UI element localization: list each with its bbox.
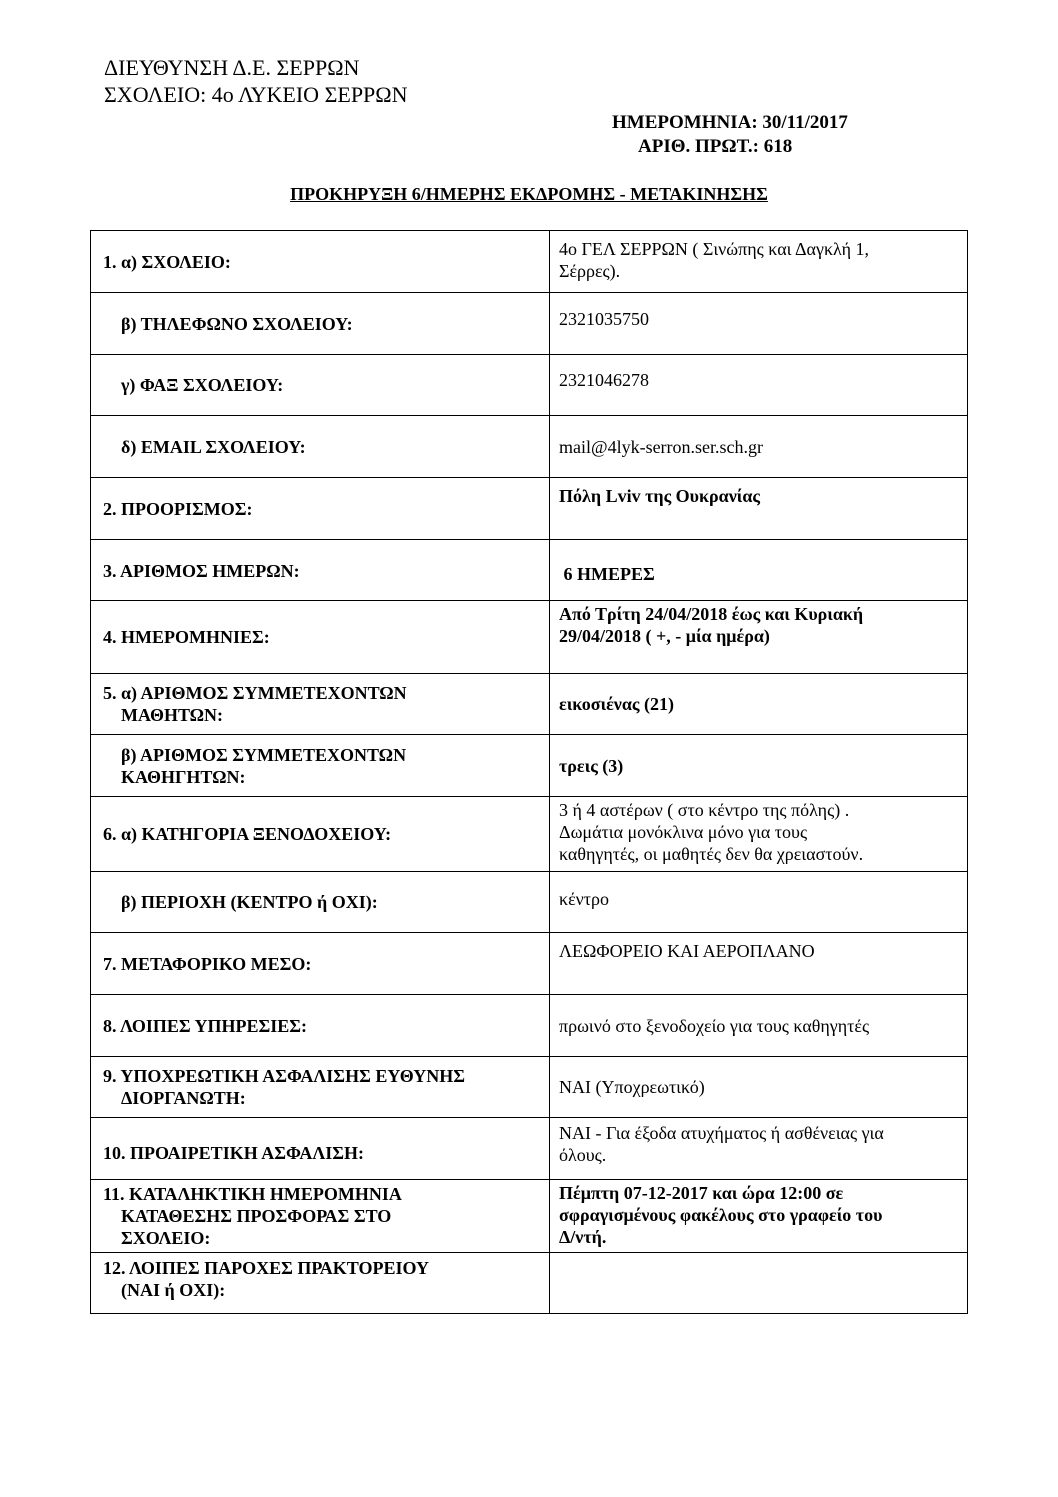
label-line: β) ΑΡΙΘΜΟΣ ΣΥΜΜΕΤΕΧΟΝΤΩΝ [121,744,407,765]
label-line: ΚΑΘΗΓΗΤΩΝ: [121,766,246,787]
label-line: 6. α) ΚΑΤΗΓΟΡΙΑ ΞΕΝΟΔΟΧΕΙΟΥ: [103,824,392,844]
document-date: ΗΜΕΡΟΜΗΝΙΑ: 30/11/2017 [612,112,848,133]
value-line: 2321035750 [559,308,649,329]
table-row [91,995,968,1057]
school-heading: ΣΧΟΛΕΙΟ: 4ο ΛΥΚΕΙΟ ΣΕΡΡΩΝ [104,82,408,107]
row-label [91,478,550,540]
value-line: καθηγητές, οι μαθητές δεν θα χρειαστούν. [559,844,864,864]
row-value [550,540,968,601]
row-value [550,1118,968,1180]
protocol-number: ΑΡΙΘ. ΠΡΩΤ.: 618 [638,136,793,157]
row-label [91,293,550,355]
table-row [91,1253,968,1314]
label-line: γ) ΦΑΞ ΣΧΟΛΕΙΟΥ: [121,375,284,395]
row-value [550,995,968,1057]
label-line: (ΝΑΙ ή ΟΧΙ): [121,1280,226,1300]
table-row [91,540,968,601]
table-row [91,797,968,872]
row-value [550,1180,968,1253]
table-row [91,416,968,478]
label-line: ΔΙΟΡΓΑΝΩΤΗ: [121,1088,246,1108]
label-line: 2. ΠΡΟΟΡΙΣΜΟΣ: [103,498,253,519]
row-label [91,1118,550,1180]
label-line: β) ΤΗΛΕΦΩΝΟ ΣΧΟΛΕΙΟΥ: [121,313,353,334]
label-line: 11. ΚΑΤΑΛΗΚΤΙΚΗ ΗΜΕΡΟΜΗΝΙΑ [103,1184,402,1204]
row-value [550,1253,968,1314]
label-line: 3. ΑΡΙΘΜΟΣ ΗΜΕΡΩΝ: [103,561,300,581]
label-line: 5. α) ΑΡΙΘΜΟΣ ΣΥΜΜΕΤΕΧΟΝΤΩΝ [103,683,407,703]
label-line: δ) EMAIL ΣΧΟΛΕΙΟΥ: [121,436,306,457]
value-line: Πέμπτη 07-12-2017 και ώρα 12:00 σε [559,1183,844,1203]
value-line: Δ/ντή. [559,1227,607,1247]
table-row [91,355,968,416]
table-row [91,1057,968,1118]
label-line: 4. ΗΜΕΡΟΜΗΝΙΕΣ: [103,627,270,647]
label-line: ΜΑΘΗΤΩΝ: [121,705,224,725]
table-row [91,1180,968,1253]
row-label [91,797,550,872]
row-value [550,416,968,478]
row-value [550,293,968,355]
value-line: σφραγισμένους φακέλους στο γραφείο του [559,1205,883,1225]
value-line: mail@4lyk-serron.ser.sch.gr [559,436,764,457]
row-value [550,933,968,995]
value-line: τρεις (3) [559,755,624,776]
table-row [91,933,968,995]
table-row [91,231,968,293]
value-line: κέντρο [559,889,609,909]
label-line: β) ΠΕΡΙΟΧΗ (ΚΕΝΤΡΟ ή ΟΧΙ): [121,892,378,912]
value-line: 6 ΗΜΕΡΕΣ [559,564,655,584]
value-line: πρωινό στο ξενοδοχείο για τους καθηγητές [559,1015,870,1036]
row-label [91,872,550,933]
row-value [550,797,968,872]
row-label [91,1057,550,1118]
value-line: Από Τρίτη 24/04/2018 έως και Κυριακή [559,604,864,624]
row-label [91,601,550,674]
value-line: Δωμάτια μονόκλινα μόνο για τους [559,822,808,842]
row-label [91,540,550,601]
value-line: Σέρρες). [559,261,621,281]
value-line: όλους. [559,1145,607,1165]
row-label [91,231,550,293]
label-line: 9. ΥΠΟΧΡΕΩΤΙΚΗ ΑΣΦΑΛΙΣΗΣ ΕΥΘΥΝΗΣ [103,1066,465,1086]
row-value [550,355,968,416]
label-line: 12. ΛΟΙΠΕΣ ΠΑΡΟΧΕΣ ΠΡΑΚΤΟΡΕΙΟΥ [103,1258,429,1278]
row-label [91,1253,550,1314]
row-value [550,735,968,797]
row-label [91,995,550,1057]
row-label [91,674,550,735]
label-line: 8. ΛΟΙΠΕΣ ΥΠΗΡΕΣΙΕΣ: [103,1015,308,1036]
value-line: 3 ή 4 αστέρων ( στο κέντρο της πόλης) . [559,800,850,820]
document-title: ΠΡΟΚΗΡΥΞΗ 6/ΗΜΕΡΗΣ ΕΚΔΡΟΜΗΣ - ΜΕΤΑΚΙΝΗΣΗΣ [290,184,768,204]
value-line: ΛΕΩΦΟΡΕΙΟ ΚΑΙ ΑΕΡΟΠΛΑΝΟ [559,941,815,961]
row-value [550,478,968,540]
announcement-table [90,230,968,1314]
table-row [91,872,968,933]
label-line: 1. α) ΣΧΟΛΕΙΟ: [103,251,231,272]
table-row [91,601,968,674]
label-line: ΚΑΤΑΘΕΣΗΣ ΠΡΟΣΦΟΡΑΣ ΣΤΟ [121,1206,392,1226]
label-line: ΣΧΟΛΕΙΟ: [121,1228,211,1248]
row-label [91,416,550,478]
label-line: 10. ΠΡΟΑΙΡΕΤΙΚΗ ΑΣΦΑΛΙΣΗ: [103,1142,364,1163]
value-line: 4ο ΓΕΛ ΣΕΡΡΩΝ ( Σινώπης και Δαγκλή 1, [559,239,869,259]
value-line: ΝΑΙ - Για έξοδα ατυχήματος ή ασθένειας για [559,1123,884,1143]
table-row [91,674,968,735]
row-value [550,1057,968,1118]
table-row [91,478,968,540]
row-value [550,674,968,735]
value-line: 2321046278 [559,370,649,390]
row-label [91,933,550,995]
table-row [91,1118,968,1180]
value-line: εικοσιένας (21) [559,694,674,714]
row-value [550,872,968,933]
table-row [91,293,968,355]
directorate-heading: ΔΙΕΥΘΥΝΣΗ Δ.Ε. ΣΕΡΡΩΝ [104,55,360,80]
row-value [550,601,968,674]
row-label [91,1180,550,1253]
value-line: ΝΑΙ (Υποχρεωτικό) [559,1077,705,1097]
value-line: Πόλη Lviv της Ουκρανίας [559,486,760,506]
row-value [550,231,968,293]
row-label [91,355,550,416]
table-row [91,735,968,797]
row-label [91,735,550,797]
value-line: 29/04/2018 ( +, - μία ημέρα) [559,626,770,646]
label-line: 7. ΜΕΤΑΦΟΡΙΚΟ ΜΕΣΟ: [103,953,312,974]
